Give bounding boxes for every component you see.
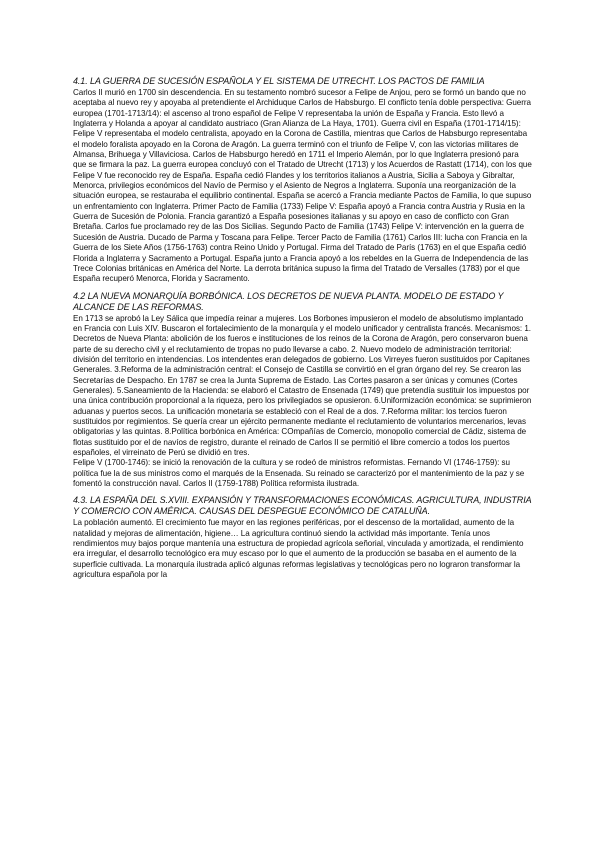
section-heading: 4.3. LA ESPAÑA DEL S.XVIII. EXPANSIÓN Y TRANSFORMACIONES ECONÓMICAS. AGRICULTURA, INDUSTRIA Y COMERCIO CON AMÉRICA. CAUSAS DEL DESPEGUE ECONÓMICO DE CATALUÑA. [73, 495, 532, 517]
section-heading: 4.2 LA NUEVA MONARQUÍA BORBÓNICA. LOS DECRETOS DE NUEVA PLANTA. MODELO DE ESTADO Y ALCANCE DE LAS REFORMAS. [73, 290, 504, 312]
paragraph: Carlos II murió en 1700 sin descendencia. En su testamento nombró sucesor a Felipe de Anjou, pero se formó un bando que no aceptaba al nuevo rey y apoyaba al pretendiente el Archiduque Carlos de Habsburgo. El conflicto tenía doble perspectiva: Guerra europea (1701-1713/14): el ascenso al trono español de Felipe V representaba la unión de España y Francia. Esto llevó a Inglaterra y Holanda a apoyar al candidato austriaco (Gran Alianza de La Haya, 1701). Guerra civil en España (1701-1714/15): Felipe V representaba el modelo centralista, apoyado en la Corona de Castilla, mientras que Carlos de Habsburgo representaba el modelo foralista apoyado en la Corona de Aragón. La guerra terminó con el triunfo de Felipe V, con las victorias militares de Almansa, Brihuega y Villaviciosa. Carlos de Habsburgo heredó en 1711 el Imperio Alemán, por lo que Inglaterra presionó para que se firmara la paz. La guerra europea concluyó con el Tratado de Utrecht (1713) y los Acuerdos de Rastatt (1714), con los que Felipe V fue reconocido rey de España. España cedió Flandes y los territorios italianos a Austria, Sicilia a Saboya y Gibraltar, Menorca, privilegios económicos del Navío de Permiso y el Asiento de Negros a Inglaterra. Suponía una reorganización de la situación europea, se restauraba el equilibrio continental. España se acercó a Francia mediante Pactos de Familia, lo que supuso un enfrentamiento con Inglaterra. Primer Pacto de Familia (1733) Felipe V: España apoyó a Francia contra Austria y Rusia en la Guerra de Sucesión de Polonia. Francia garantizó a España posesiones italianas y su apoyo en caso de conflicto con Gran Bretaña. Carlos fue proclamado rey de las Dos Sicilias. Segundo Pacto de Familia (1743) Felipe V: intervención en la guerra de Sucesión de Austria. Ducado de Parma y Toscana para Felipe. Tercer Pacto de Familia (1761) Carlos III: lucha con Francia en la Guerra de los Siete Años (1756-1763) contra Reino Unido y Portugal. Firma del Tratado de París (1763) en el que España cedió Florida a Inglaterra y Sacramento a Portugal. España junto a Francia apoyó a los rebeldes en la Guerra de Independencia de las Trece Colonias británicas en América del Norte. La derrota británica supuso la firma del Tratado de Versalles (1783) por el que España recuperó Menorca, Florida y Sacramento. [73, 88, 532, 284]
section-4-2 [73, 291, 533, 490]
section-body [73, 518, 533, 580]
section-body [73, 314, 533, 490]
section-4-3 [73, 495, 533, 580]
section-heading: 4.1. LA GUERRA DE SUCESIÓN ESPAÑOLA Y EL SISTEMA DE UTRECHT. LOS PACTOS DE FAMILIA [73, 76, 485, 86]
document-page [73, 76, 533, 586]
paragraph: Felipe V (1700-1746): se inició la renovación de la cultura y se rodeó de ministros reformistas. Fernando VI (1746-1759): su política fue la de sus ministros como el marqués de la Ensenada. Su reinado se caracterizó por el mantenimiento de la paz y se fomentó la construcción naval. Carlos II (1759-1788) Política reformista ilustrada. [73, 458, 525, 489]
paragraph: La población aumentó. El crecimiento fue mayor en las regiones periféricas, por el descenso de la mortalidad, aumento de la natalidad y mejoras de alimentación, higiene… La agricultura continuó siendo la actividad más importante. Tenía unos rendimientos muy bajos porque mantenía una estructura de propiedad agrícola señorial, vinculada y amortizada, el rendimiento era irregular, el desarrollo tecnológico era muy escaso por lo que el aumento de la producción se basaba en el aumento de la superficie cultivada. La monarquía ilustrada aplicó algunas reformas legislativas y tecnológicas pero no lograron transformar la agricultura española por la [73, 518, 524, 580]
section-body [73, 88, 533, 285]
section-4-1 [73, 76, 533, 285]
paragraph: En 1713 se aprobó la Ley Sálica que impedía reinar a mujeres. Los Borbones impusieron el modelo de absolutismo implantado en Francia con Luis XIV. Buscaron el fortalecimiento de la monarquía y el modelo unificador y centralista francés. Mecanismos: 1. Decretos de Nueva Planta: abolición de los fueros e instituciones de los reinos de la Corona de Aragón, pero conservaron buena parte de su derecho civil y el reclutamiento de tropas no pudo llevarse a cabo. 2. Nuevo modelo de administración territorial: división del territorio en intendencias. Los intendentes eran delegados de gobierno. Los Virreyes fueron sustituidos por Capitanes Generales. 3.Reforma de la administración central: el Consejo de Castilla se convirtió en el gran órgano del rey. Se crearon las Secretarías de Despacho. En 1787 se crea la Junta Suprema de Estado. Las Cortes pasaron a ser únicas y comunes (Cortes Generales). 5.Saneamiento de la Hacienda: se elaboró el Catastro de Ensenada (1749) que pretendía sustituir los impuestos por una única contribución proporcional a la riqueza, pero los privilegiados se opusieron. 6.Uniformización económica: se suprimieron aduanas y puertos secos. La unificación monetaria se estableció con el Real de a dos. 7.Reforma militar: los tercios fueron sustituidos por regimientos. Se quería crear un ejército permanente mediante el reclutamiento de voluntarios mercenarios, levas obligatorias y las quintas. 8.Política borbónica en América: COmpañías de Comercio, monopolio comercial de Cádiz, sistema de flotas sustituido por el de navíos de registro, durante el reinado de Carlos II se permitió el libre comercio a todos los puertos españoles, el virreinato de Perú se dividió en tres. [73, 313, 532, 457]
